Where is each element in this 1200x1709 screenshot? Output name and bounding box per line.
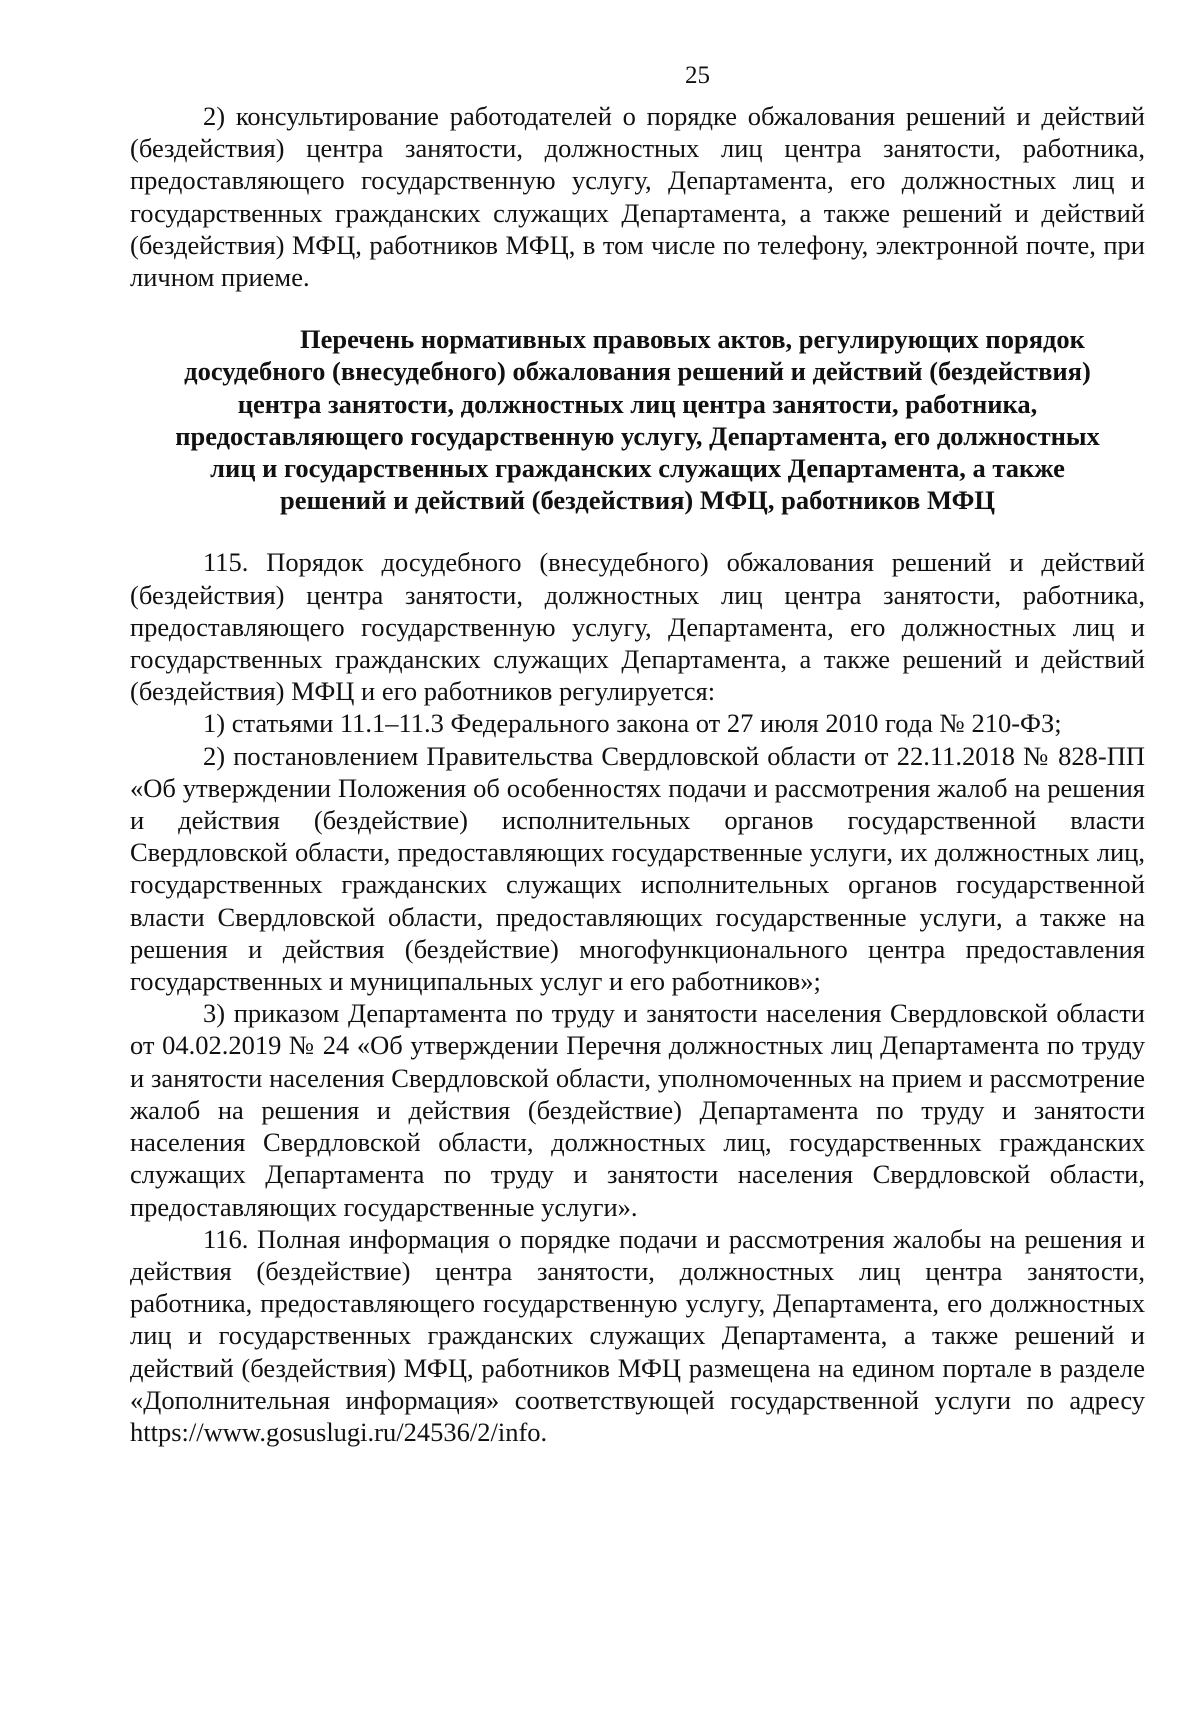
heading-line: лиц и государственных гражданских служащих Департамента, а также <box>210 453 1065 484</box>
paragraph-consulting: 2) консультирование работодателей о порядке обжалования решений и действий (бездействия) центра занятости, должностных лиц центра занятости, работника, предоставляющего государственную услугу, Департамента, его должностных лиц и государственных гражданских служащих Департамента, а также решений и действий (бездействия) МФЦ, работников МФЦ, в том числе по телефону, электронной почте, при личном приеме. <box>130 101 1145 293</box>
section-heading <box>130 323 1145 516</box>
paragraph-115-3: 3) приказом Департамента по труду и занятости населения Свердловской области от 04.02.2019 № 24 «Об утверждении Перечня должностных лиц Департамента по труду и занятости населения Свердловской области, уполномоченных на прием и рассмотрение жалоб на решения и действия (бездействие) Департамента по труду и занятости населения Свердловской области, должностных лиц, государственных гражданских служащих Департамента по труду и занятости населения Свердловской области, предоставляющих государственные услуги». <box>130 998 1145 1222</box>
heading-line: досудебного (внесудебного) обжалования решений и действий (бездействия) <box>184 356 1091 387</box>
heading-line: Перечень нормативных правовых актов, регулирующих порядок <box>300 324 1085 355</box>
paragraph-115: 115. Порядок досудебного (внесудебного) обжалования решений и действий (бездействия) центра занятости, должностных лиц центра занятости, работника, предоставляющего государственную услугу, Департамента, его должностных лиц и государственных гражданских служащих Департамента, а также решений и действий (бездействия) МФЦ и его работников регулируется: <box>130 547 1145 707</box>
paragraph-115-1: 1) статьями 11.1–11.3 Федерального закона от 27 июля 2010 года № 210-ФЗ; <box>203 708 1062 739</box>
heading-line: предоставляющего государственную услугу, Департамента, его должностных <box>175 420 1100 451</box>
paragraph-115-2: 2) постановлением Правительства Свердловской области от 22.11.2018 № 828-ПП «Об утверждении Положения об особенностях подачи и рассмотрения жалоб на решения и действия (бездействие) исполнительных органов государственной власти Свердловской области, предоставляющих государственные услуги, их должностных лиц, государственных гражданских служащих исполнительных органов государственной власти Свердловской области, предоставляющих государственные услуги, а также на решения и действия (бездействие) многофункционального центра предоставления государственных и муниципальных услуг и его работников»; <box>130 740 1145 997</box>
heading-line: центра занятости, должностных лиц центра занятости, работника, <box>237 388 1038 419</box>
heading-line: решений и действий (бездействия) МФЦ, работников МФЦ <box>280 485 995 516</box>
page-number: 25 <box>685 62 710 89</box>
document-page <box>130 60 1145 1448</box>
paragraph-116: 116. Полная информация о порядке подачи и рассмотрения жалобы на решения и действия (бездействие) центра занятости, должностных лиц центра занятости, работника, предоставляющего государственную услугу, Департамента, его должностных лиц и государственных гражданских служащих Департамента, а также решений и действий (бездействия) МФЦ, работников МФЦ размещена на едином портале в разделе «Дополнительная информация» соответствующей государственной услуги по адресу https://www.gosuslugi.ru/24536/2/info. <box>130 1223 1145 1447</box>
